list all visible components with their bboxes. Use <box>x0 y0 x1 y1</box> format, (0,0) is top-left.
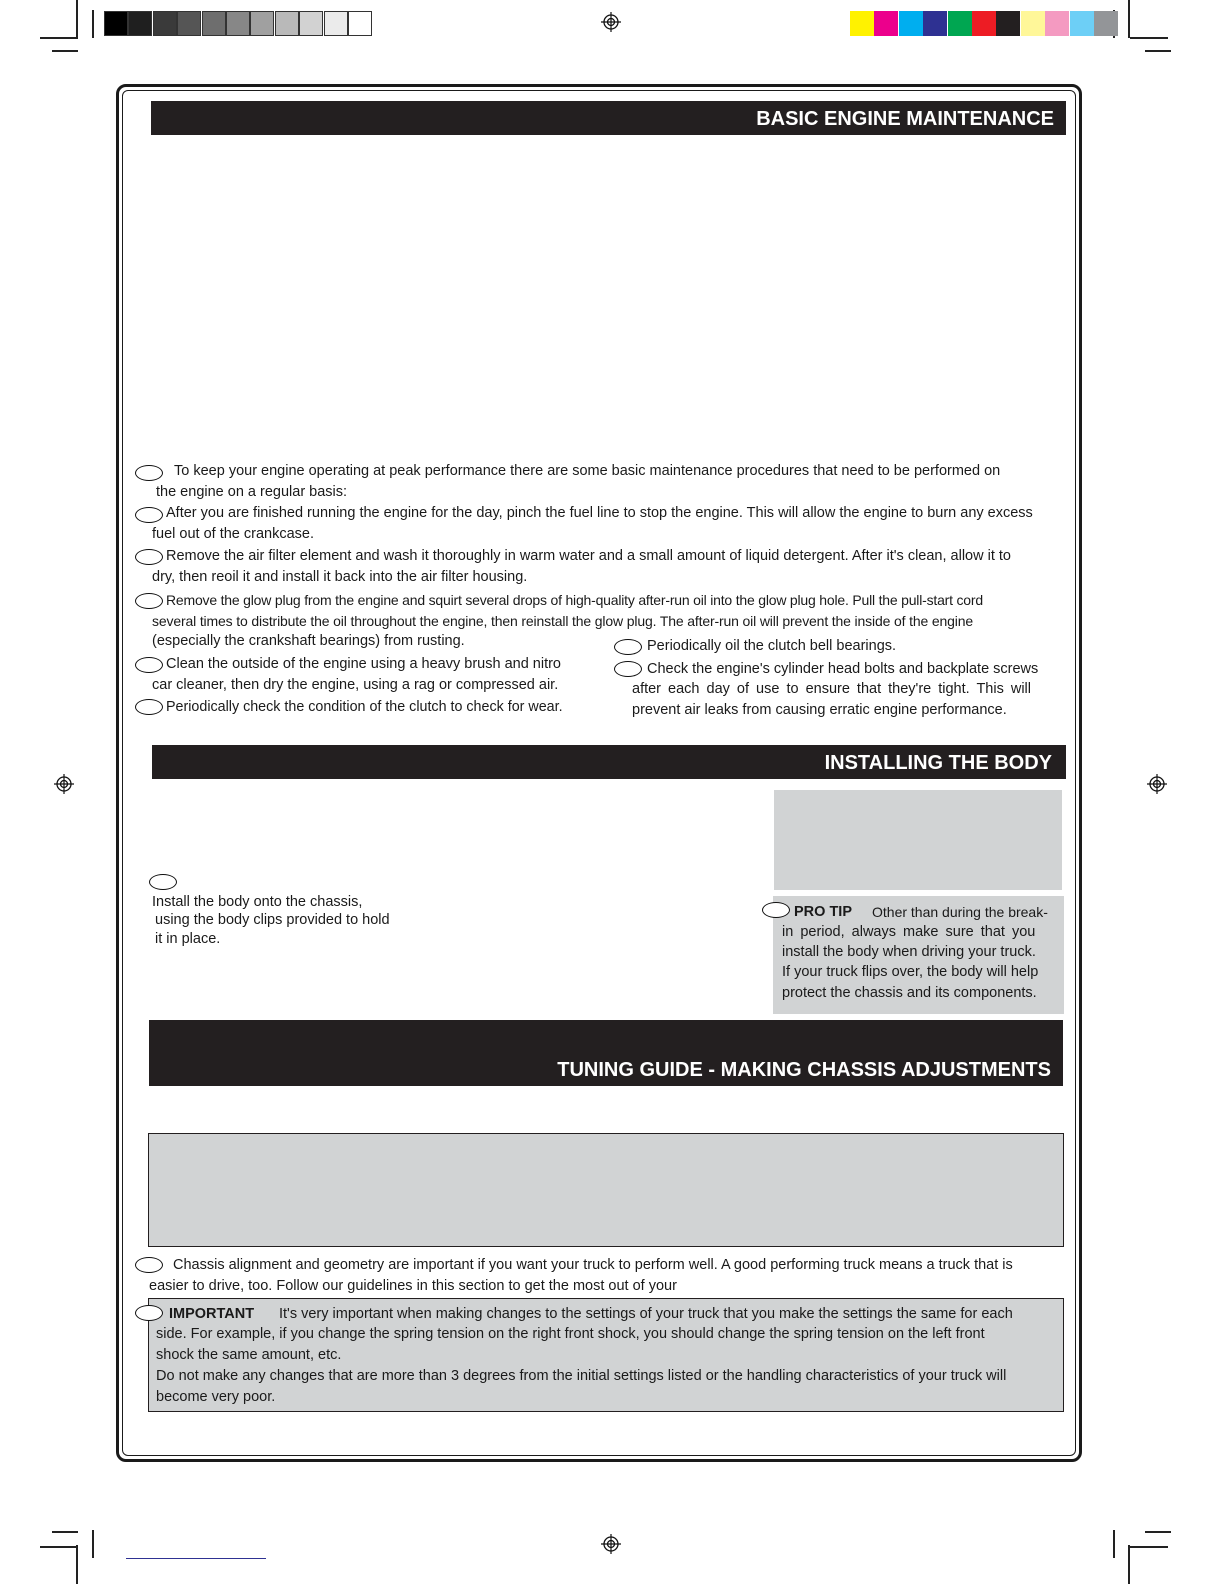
tuning-intro-line2: easier to drive, too. Follow our guidelines in this section to get the most out of your <box>149 1278 677 1294</box>
important-line4: Do not make any changes that are more than 3 degrees from the initial settings listed or the handling characteristics of your truck will <box>156 1368 1007 1384</box>
maintenance-item7-line2: after each day of use to ensure that they're tight. This will <box>632 681 1032 697</box>
color-swatch <box>1021 11 1045 36</box>
maintenance-item4-line1: Clean the outside of the engine using a heavy brush and nitro <box>166 656 561 672</box>
gray-swatch <box>153 11 177 36</box>
crop-mark <box>76 1545 78 1584</box>
color-swatch <box>899 11 923 36</box>
crop-mark <box>1130 37 1168 39</box>
crop-mark <box>40 1546 78 1548</box>
checkbox-oval[interactable] <box>135 1257 163 1273</box>
color-swatch <box>1094 11 1118 36</box>
registration-mark-icon <box>601 12 621 32</box>
checkbox-oval[interactable] <box>135 1305 163 1321</box>
important-label: IMPORTANT <box>169 1306 255 1322</box>
gray-swatch <box>226 11 250 36</box>
crop-mark <box>1130 1546 1168 1548</box>
pro-tip-line1: Other than during the break- <box>872 904 1048 920</box>
checkbox-oval[interactable] <box>135 465 163 481</box>
crop-mark <box>92 10 94 38</box>
gray-swatch <box>324 11 348 36</box>
body-step-line2: using the body clips provided to hold <box>155 912 390 928</box>
important-line1: It's very important when making changes to the settings of your truck that you make the settings the same for each <box>279 1306 1013 1322</box>
tuning-figure-box <box>148 1133 1064 1247</box>
gray-swatch <box>275 11 299 36</box>
section-header-maintenance: BASIC ENGINE MAINTENANCE <box>151 101 1066 135</box>
crop-mark <box>52 1531 78 1533</box>
maintenance-item3-line3: (especially the crankshaft bearings) from rusting. <box>152 633 465 649</box>
important-line2: side. For example, if you change the spring tension on the right front shock, you should change the spring tension on the left front <box>156 1326 985 1342</box>
crop-mark <box>1128 1545 1130 1584</box>
maintenance-item1-line2: fuel out of the crankcase. <box>152 526 315 542</box>
gray-swatch <box>299 11 323 36</box>
body-figure-placeholder <box>774 790 1062 890</box>
crop-mark <box>52 50 78 52</box>
gray-swatch <box>128 11 152 36</box>
maintenance-item3-line1: Remove the glow plug from the engine and squirt several drops of high-quality after-run oil into the glow plug hole. Pull the pull-start cord <box>166 592 983 608</box>
checkbox-oval[interactable] <box>762 902 790 918</box>
checkbox-oval[interactable] <box>135 593 163 609</box>
maintenance-item5: Periodically check the condition of the clutch to check for wear. <box>166 699 563 715</box>
gray-swatch <box>250 11 274 36</box>
crop-mark <box>1113 1530 1115 1558</box>
maintenance-item3-line2: several times to distribute the oil throughout the engine, then reinstall the glow plug. The after-run oil will prevent the inside of the engine <box>152 613 973 629</box>
pro-tip-label: PRO TIP <box>794 904 853 920</box>
maintenance-item1-line1: After you are finished running the engine for the day, pinch the fuel line to stop the engine. This will allow the engine to burn any excess <box>166 505 1033 521</box>
maintenance-item2-line1: Remove the air filter element and wash it thoroughly in warm water and a small amount of liquid detergent. After it's clean, allow it to <box>166 548 1011 564</box>
maintenance-item4-line2: car cleaner, then dry the engine, using a rag or compressed air. <box>152 677 559 693</box>
footer-rule <box>126 1558 266 1559</box>
checkbox-oval[interactable] <box>135 507 163 523</box>
maintenance-intro-line2: the engine on a regular basis: <box>156 484 348 500</box>
gray-swatch <box>177 11 201 36</box>
checkbox-oval[interactable] <box>135 699 163 715</box>
checkbox-oval[interactable] <box>149 874 177 890</box>
pro-tip-line2: in period, always make sure that you <box>782 924 1036 940</box>
color-swatch <box>850 11 874 36</box>
pro-tip-line3: install the body when driving your truck. <box>782 944 1036 960</box>
color-swatch <box>874 11 898 36</box>
color-swatch <box>1070 11 1094 36</box>
important-line5: become very poor. <box>156 1389 276 1405</box>
body-step-line1: Install the body onto the chassis, <box>152 894 363 910</box>
maintenance-item7-line3: prevent air leaks from causing erratic engine performance. <box>632 702 1007 718</box>
registration-mark-icon <box>601 1534 621 1554</box>
crop-mark <box>76 0 78 38</box>
gray-swatch <box>348 11 372 36</box>
maintenance-item7-line1: Check the engine's cylinder head bolts and backplate screws <box>647 661 1039 677</box>
checkbox-oval[interactable] <box>135 549 163 565</box>
pro-tip-line5: protect the chassis and its components. <box>782 985 1037 1001</box>
checkbox-oval[interactable] <box>135 657 163 673</box>
maintenance-item6: Periodically oil the clutch bell bearings. <box>647 638 897 654</box>
important-line3: shock the same amount, etc. <box>156 1347 342 1363</box>
crop-mark <box>1145 50 1171 52</box>
gray-swatch <box>202 11 226 36</box>
section-header-tuning: TUNING GUIDE - MAKING CHASSIS ADJUSTMENTS <box>149 1020 1063 1086</box>
color-swatch <box>996 11 1020 36</box>
color-swatch <box>1045 11 1069 36</box>
crop-mark <box>1145 1531 1171 1533</box>
registration-mark-icon <box>54 774 74 794</box>
registration-mark-icon <box>1147 774 1167 794</box>
crop-mark <box>40 37 78 39</box>
maintenance-item2-line2: dry, then reoil it and install it back into the air filter housing. <box>152 569 528 585</box>
color-swatch <box>972 11 996 36</box>
checkbox-oval[interactable] <box>614 661 642 677</box>
section-header-body: INSTALLING THE BODY <box>152 745 1066 779</box>
gray-swatch <box>104 11 128 36</box>
crop-mark <box>1128 0 1130 38</box>
color-swatch <box>923 11 947 36</box>
body-step-line3: it in place. <box>155 931 221 947</box>
crop-mark <box>92 1530 94 1558</box>
tuning-intro-line1: Chassis alignment and geometry are important if you want your truck to perform well. A good performing truck means a truck that is <box>173 1257 1013 1273</box>
checkbox-oval[interactable] <box>614 639 642 655</box>
color-swatch <box>948 11 972 36</box>
pro-tip-line4: If your truck flips over, the body will help <box>782 964 1039 980</box>
maintenance-intro-line1: To keep your engine operating at peak performance there are some basic maintenance procedures that need to be performed on <box>174 463 1001 479</box>
